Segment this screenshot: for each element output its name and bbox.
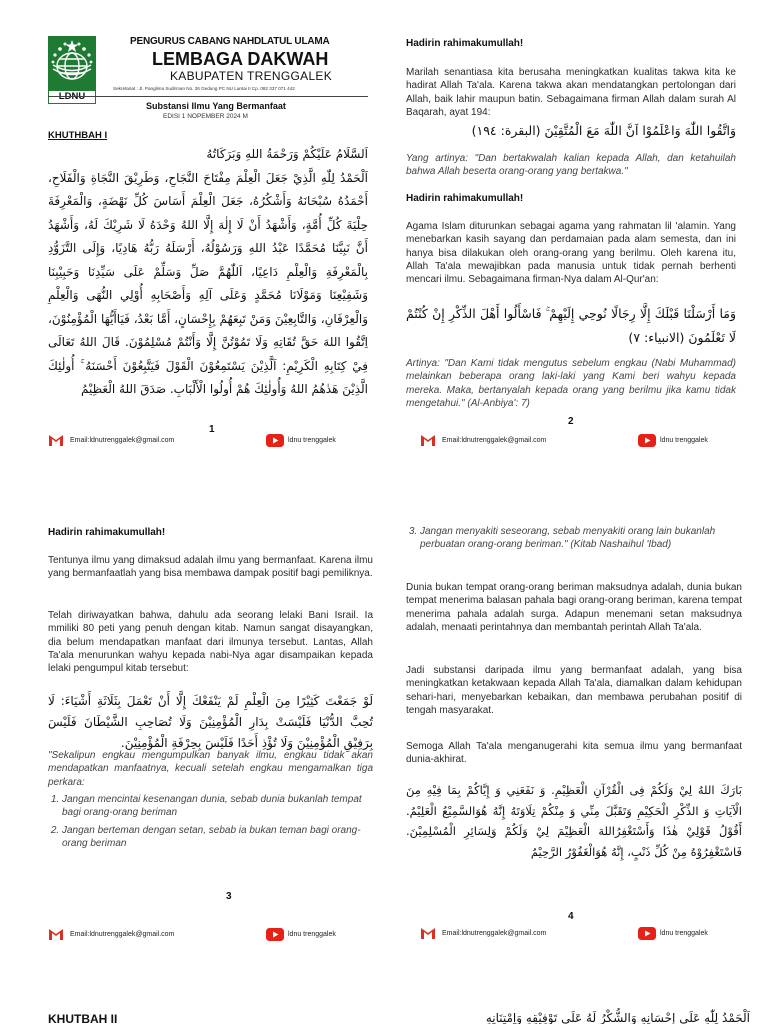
- org-address: Sekretariat : Jl. Panglima Sudirman No. 26 Gedung PC NU Lantai II Cp. 082 337 071 442: [113, 86, 295, 91]
- paragraph: Tentunya ilmu yang dimaksud adalah ilmu yang bermanfaat. Karena ilmu yang bermanfaatlah yang bisa membawa dampak positif bagi pemiliknya.: [48, 555, 373, 580]
- footer-email[interactable]: Email:ldnutrenggalek@gmail.com: [70, 931, 175, 938]
- footer-youtube[interactable]: ldnu trenggalek: [288, 437, 336, 444]
- footer-youtube[interactable]: ldnu trenggalek: [288, 931, 336, 938]
- paragraph: Agama Islam diturunkan sebagai agama yang rahmatan lil 'alamin. Yang menebarkan kasih sayang dan perdamaian pada alam semesta, dan ini hanya bisa dilakukan oleh orang-orang yang berilmu. Oleh karena itu, Allah Ta'ala mewajibkan pada manusia untuk tidak pernah berhenti mencari ilmu. Sebagaimana firman-Nya dalam Al-Qur'an:: [406, 221, 736, 286]
- paragraph: Dunia bukan tempat orang-orang beriman maksudnya adalah, dunia bukan tempat menerima balasan pahala bagi orang-orang beriman, karena tempat menerima pahala adalah surga. Adapun menemani setan maksudnya adalah, menaati perintahnya dan membantah perintah Allah Ta'ala.: [406, 582, 742, 633]
- org-region: KABUPATEN TRENGGALEK: [170, 69, 333, 83]
- list-item: 3. Jangan menyakiti seseorang, sebab menyakiti orang lain bukanlah perbuatan orang-orang beriman." (Kitab Nashaihul 'Ibad): [420, 525, 756, 552]
- footer-youtube[interactable]: ldnu trenggalek: [660, 437, 708, 444]
- logo-label: [48, 90, 96, 104]
- translation: "Sekalipun engkau mengumpulkan banyak ilmu, engkau tidak akan mendapatkan manfaatnya, kecuali setelah engkau mengamalkan tiga perkara:: [48, 750, 373, 788]
- org-title: LEMBAGA DAKWAH: [152, 49, 329, 69]
- list-item: 2. Jangan berteman dengan setan, sebab ia bukan teman bagi orang-orang beriman: [62, 824, 373, 851]
- arabic-quote: لَوْ جَمَعْتَ كَثِيْرًا مِنَ الْعِلْمِ لَمْ يَنْفَعْكَ إِلَّا أَنْ تَعْمَلَ بِثَلَاثَةِ أَشْيَاءَ: لَا تُحِبَّ الدُّنْيَا فَلَيْسَتْ بِدَارِ الْمُؤْمِنِيْنَ وَلَا تُصَاحِبِ الشَّيْطَانَ فَلَيْسَ بِرَفِيْقِ الْمُؤْمِنِيْنَ وَلَا تُؤْذِ أَحَدًا فَلَيْسَ بِحِرْفَةِ الْمُؤْمِنِيْنَ.: [48, 694, 373, 750]
- gmail-icon: [420, 433, 436, 447]
- page-number: 1: [209, 424, 215, 435]
- page-1: [0, 0, 384, 495]
- page-number: 3: [226, 891, 232, 902]
- page-number: 4: [568, 911, 574, 922]
- translation: Artinya: "Dan Kami tidak mengutus sebelum engkau (Nabi Muhammad) melainkan beberapa orang laki-laki yang Kami beri wahyu kepada mereka. Maka, bertanyalah kepada orang yang berilmu jika kamu tidak mengetahui." (Al-Anbiya': 7): [406, 358, 736, 409]
- translation: Yang artinya: "Dan bertakwalah kalian kepada Allah, dan ketahuilah bahwa Allah beserta orang-orang yang bertakwa.": [406, 153, 736, 178]
- heading-hadirin: Hadirin rahimakumullah!: [406, 38, 524, 49]
- arabic-closing: بَارَكَ اللهُ لِيْ وَلَكُمْ فِى الْقُرْآنِ الْعَظِيْمِ. وَ نَفَعَنِي وَ إِيَّاكُمْ بِمَا فِيْهِ مِنَ الْآيَاتِ وَ الذِّكْرِ الْحَكِيْمِ وَتَقَبَّلَ مِنِّي وَ مِنْكُمْ تِلَاوَتَهُ إِنَّهُ هُوَالسَّمِيْعُ الْعَلِيْمُ. أَقُوْلُ قَوْلِيْ هٰذَا وَأَسْتَغْفِرُاللهَ الْعَظِيْمَ لِيْ وَلَكُمْ وَلِسَائِرِ الْمُسْلِمِيْنَ. فَاسْتَغْفِرُوْهُ مِنْ كُلِّ ذَنْبٍ، إِنَّهُ هُوَالْغَفُوْرُ الرَّحِيْمُ: [406, 783, 742, 859]
- gmail-icon: [48, 927, 64, 941]
- page-number: 2: [568, 416, 574, 427]
- gmail-icon: [420, 926, 436, 940]
- document-subtitle: Substansi Ilmu Yang Bermanfaat: [146, 101, 286, 111]
- arabic-verse: وَمَا أَرْسَلْنَا قَبْلَكَ إِلَّا رِجَالًا نُوحِي إِلَيْهِمْ ۚ فَاسْأَلُوا أَهْلَ الذِّكْرِ إِنْ كُنْتُمْ لَا تَعْلَمُونَ (الانبياء: ٧): [406, 306, 736, 345]
- paragraph: Telah diriwayatkan bahwa, dahulu ada seorang lelaki Bani Israil. Ia mmiliki 80 peti yang penuh dengan kitab. Namun sangat disayangkan, dia belum mendapatkan manfaat dari ilmunya tersebut. Lantas, Allah Ta'ala menurunkan wahyu kepada nabi-Nya agar disampaikan kepada lelaki pengumpul kitab tersebut:: [48, 610, 373, 675]
- section-label: KHUTBAH II: [48, 1012, 118, 1024]
- heading-hadirin: Hadirin rahimakumullah!: [406, 193, 524, 204]
- page-footer: [48, 433, 368, 449]
- page-3: [0, 495, 384, 990]
- youtube-icon: [266, 928, 284, 941]
- youtube-icon: [638, 927, 656, 940]
- edition-line: EDISI 1 NOPEMBER 2024 M: [163, 113, 248, 120]
- page-footer: [420, 926, 740, 942]
- section-label: KHUTHBAH I: [48, 130, 108, 141]
- footer-email[interactable]: Email:ldnutrenggalek@gmail.com: [442, 930, 547, 937]
- page-footer: [48, 927, 368, 943]
- perkara-list: [48, 793, 373, 854]
- heading-hadirin: Hadirin rahimakumullah!: [48, 527, 166, 538]
- list-item: 1. Jangan mencintai kesenangan dunia, sebab dunia bukanlah tempat bagi orang-orang beriman: [62, 793, 373, 820]
- gmail-icon: [48, 433, 64, 447]
- paragraph: Marilah senantiasa kita berusaha meningkatkan kualitas takwa kita ke hadirat Allah Ta'ala. Karena takwa akan mendatangkan pertolongan dari Allah, baik lahir maupun batin. Sebagaimana firman Allah dalam surah Al Baqarah, ayat 194:: [406, 67, 736, 118]
- arabic-opening-partial: اَلْحَمْدُ لِلّٰهِ عَلَى إِحْسَانِهِ وَالشُّكْرُ لَهُ عَلَى تَوْفِيْقِهِ وَاِمْتِنَانِهِ: [485, 1011, 750, 1024]
- page-footer: [420, 433, 740, 449]
- page-2: [384, 0, 768, 495]
- header-divider: [48, 96, 368, 97]
- nu-globe-icon: [48, 36, 96, 90]
- youtube-icon: [266, 434, 284, 447]
- arabic-opening: اَلسَّلَامُ عَلَيْكُمْ وَرَحْمَةُ اللهِ وَبَرَكَاتُهُ اَلْحَمْدُ لِلّٰهِ الَّذِيْ جَعَلَ الْعِلْمَ مِفْتَاحَ النَّجَاحِ، وَطَرِيْقَ النَّجَاةِ وَالْفَلَاحِ، أَحْمَدُهُ سُبْحَانَهُ وَأَشْكُرُهُ، جَعَلَ الْعِلْمَ أَسَاسَ كُلِّ نَهْضَةٍ، وَالْمَعْرِفَةَ حِلْيَةَ كُلِّ أُمَّةٍ، وَأَشْهَدُ أَنْ لَا إِلٰهَ إِلَّا اللهُ وَحْدَهُ لَا شَرِيْكَ لَهُ، وَأَشْهَدُ أَنَّ نَبِيَّنَا مُحَمَّدًا عَبْدُ اللهِ وَرَسُوْلُهُ، أَرْسَلَهُ رَبُّهُ هَادِيًا، وَإِلَى التَّزَوُّدِ بِالْمَعْرِفَةِ وَالْعِلْمِ دَاعِيًا، اَللّٰهُمَّ صَلِّ وَسَلِّمْ عَلَى سَيِّدِنَا وَحَبِيْبِنَا وَشَفِيْعِنَا وَمَوْلَانَا مُحَمَّدٍ وَعَلَى آلِهِ وَأَصْحَابِهِ أُوْلِي النُّهَى وَالْعِلْمِ وَالْعِرْفَانِ، وَالتَّابِعِيْنَ وَمَنْ تَبِعَهُمْ بِإِحْسَانٍ، أَمَّا بَعْدُ، فَيَاأَيُّهَا الْمُؤْمِنُوْنَ، اِتَّقُوا اللهَ حَقَّ تُقَاتِهِ وَلَا تَمُوْتُنَّ إِلَّا وَأَنْتُمْ مُسْلِمُوْنَ. قَالَ اللهُ تَعَالَى فِيْ كِتَابِهِ الْكَرِيْمِ: اَلَّذِيْنَ يَسْتَمِعُوْنَ الْقَوْلَ فَيَتَّبِعُوْنَ أَحْسَنَهُ ۚ أُولٰئِكَ الَّذِيْنَ هَدٰهُمُ اللهُ وَأُولٰئِكَ هُمْ أُولُوا الْأَلْبَابِ. صَدَقَ اللهُ الْعَظِيْمُ: [48, 147, 368, 396]
- youtube-icon: [638, 434, 656, 447]
- footer-email[interactable]: Email:ldnutrenggalek@gmail.com: [442, 437, 547, 444]
- page-5: [0, 990, 768, 1024]
- footer-email[interactable]: Email:ldnutrenggalek@gmail.com: [70, 437, 175, 444]
- arabic-verse: وَاتَّقُوا اللّٰهَ وَاعْلَمُوْا اَنَّ اللّٰهَ مَعَ الْمُتَّقِيْنَ (البقرة: ١٩٤): [471, 123, 736, 138]
- paragraph: Semoga Allah Ta'ala menganugerahi kita semua ilmu yang bermanfaat dunia-akhirat.: [406, 741, 742, 766]
- ldnu-logo: [48, 36, 96, 104]
- perkara-list-continued: [406, 525, 756, 556]
- page-4: [384, 495, 768, 990]
- paragraph: Jadi substansi daripada ilmu yang bermanfaat adalah, yang bisa meningkatkan ketakwaan kepada Allah Ta'ala, diamalkan dalam kehidupan sehari-hari, menyebarkan kebaikan, dan membawa perubahan positif di tengah masyarakat.: [406, 665, 742, 716]
- org-line: PENGURUS CABANG NAHDLATUL ULAMA: [130, 36, 330, 47]
- footer-youtube[interactable]: ldnu trenggalek: [660, 930, 708, 937]
